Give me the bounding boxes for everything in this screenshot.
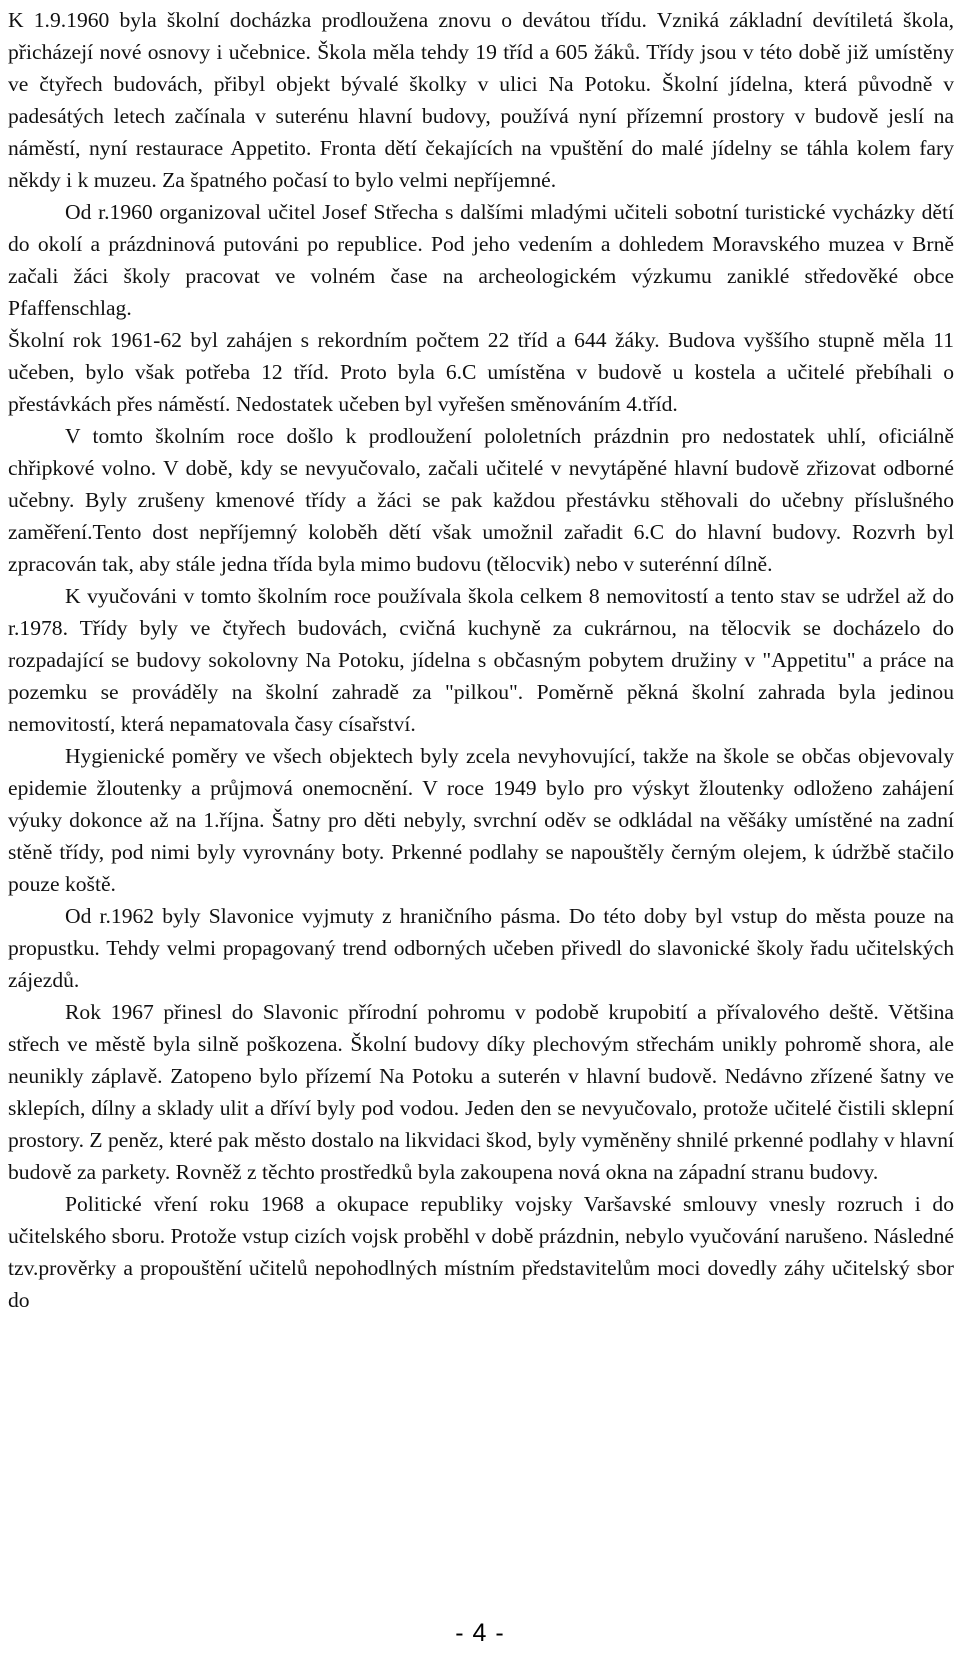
paragraph-2: Od r.1960 organizoval učitel Josef Střecha s dalšími mladými učiteli sobotní turistické vycházky dětí do okolí a prázdninová putováni po republice. Pod jeho vedením a dohledem Moravského muzea v Brně začali žáci školy pracovat ve volném čase na archeologickém výzkumu zaniklé středověké obce Pfaffenschlag. — [8, 200, 954, 320]
page-number: - 4 - — [455, 1619, 505, 1647]
paragraph-3: Školní rok 1961-62 byl zahájen s rekordním počtem 22 tříd a 644 žáky. Budova vyššího stupně měla 11 učeben, bylo však potřeba 12 tříd. Proto byla 6.C umístěna v budově u kostela a učitelé přebíhali o přestávkách přes náměstí. Nedostatek učeben byl vyřešen směnováním 4.tříd. — [8, 328, 954, 416]
paragraph-6: Hygienické poměry ve všech objektech byly zcela nevyhovující, takže na škole se občas objevovaly epidemie žloutenky a průjmová onemocnění. V roce 1949 bylo pro výskyt žloutenky odloženo zahájení výuky dokonce až na 1.října. Šatny pro děti nebyly, svrchní oděv se odkládal na věšáky umístěné na zadní stěně třídy, pod nimi byly vyrovnány boty. Prkenné podlahy se napouštěly černým olejem, k údržbě stačilo pouze koště. — [8, 744, 954, 896]
body-text — [8, 4, 954, 1316]
paragraph-5: K vyučováni v tomto školním roce používala škola celkem 8 nemovitostí a tento stav se udržel až do r.1978. Třídy byly ve čtyřech budovách, cvičná kuchyně za cukrárnou, na tělocvik se docházelo do rozpadající se budovy sokolovny Na Potoku, jídelna s občasným pobytem družiny v "Appetitu" a práce na pozemku se prováděly na školní zahradě za "pilkou". Poměrně pěkná školní zahrada byla jedinou nemovitostí, která nepamatovala časy císařství. — [8, 584, 954, 736]
paragraph-1: K 1.9.1960 byla školní docházka prodloužena znovu o devátou třídu. Vzniká základní devítiletá škola, přicházejí nové osnovy i učebnice. Škola měla tehdy 19 tříd a 605 žáků. Třídy jsou v této době již umístěny ve čtyřech budovách, přibyl objekt bývalé školky v ulici Na Potoku. Školní jídelna, která původně v padesátých letech začínala v suterénu hlavní budovy, používá nyní přízemní prostory v budově jeslí na náměstí, nyní restaurace Appetito. Fronta dětí čekajících na vpuštění do malé jídelny se táhla kolem fary někdy i k muzeu. Za špatného počasí to bylo velmi nepříjemné. — [8, 8, 954, 192]
paragraph-7: Od r.1962 byly Slavonice vyjmuty z hraničního pásma. Do této doby byl vstup do města pouze na propustku. Tehdy velmi propagovaný trend odborných učeben přivedl do slavonické školy řadu učitelských zájezdů. — [8, 904, 954, 992]
paragraph-4: V tomto školním roce došlo k prodloužení pololetních prázdnin pro nedostatek uhlí, oficiálně chřipkové volno. V době, kdy se nevyučovalo, začali učitelé v nevytápěné hlavní budově zřizovat odborné učebny. Byly zrušeny kmenové třídy a žáci se pak každou přestávku stěhovali do učebny příslušného zaměření.Tento dost nepříjemný koloběh dětí však umožnil zařadit 6.C do hlavní budovy. Rozvrh byl zpracován tak, aby stále jedna třída byla mimo budovu (tělocvik) nebo v suterénní dílně. — [8, 424, 954, 576]
paragraph-9: Politické vření roku 1968 a okupace republiky vojsky Varšavské smlouvy vnesly rozruch i do učitelského sboru. Protože vstup cizích vojsk proběhl v době prázdnin, nebylo vyučování narušeno. Následné tzv.prověrky a propouštění učitelů nepohodlných místním představitelům moci dovedly záhy učitelský sbor do — [8, 1192, 954, 1312]
paragraph-8: Rok 1967 přinesl do Slavonic přírodní pohromu v podobě krupobití a přívalového deště. Většina střech ve městě byla silně poškozena. Školní budovy díky plechovým střechám unikly pohromě shora, ale neunikly záplavě. Zatopeno bylo přízemí Na Potoku a suterén v hlavní budově. Nedávno zřízené šatny ve sklepích, dílny a sklady ulit a dříví byly pod vodou. Jeden den se nevyučovalo, protože učitelé čistili sklepní prostory. Z peněz, které pak město dostalo na likvidaci škod, byly vyměněny shnilé prkenné podlahy v hlavní budově za parkety. Rovněž z těchto prostředků byla zakoupena nová okna na západní stranu budovy. — [8, 1000, 954, 1184]
